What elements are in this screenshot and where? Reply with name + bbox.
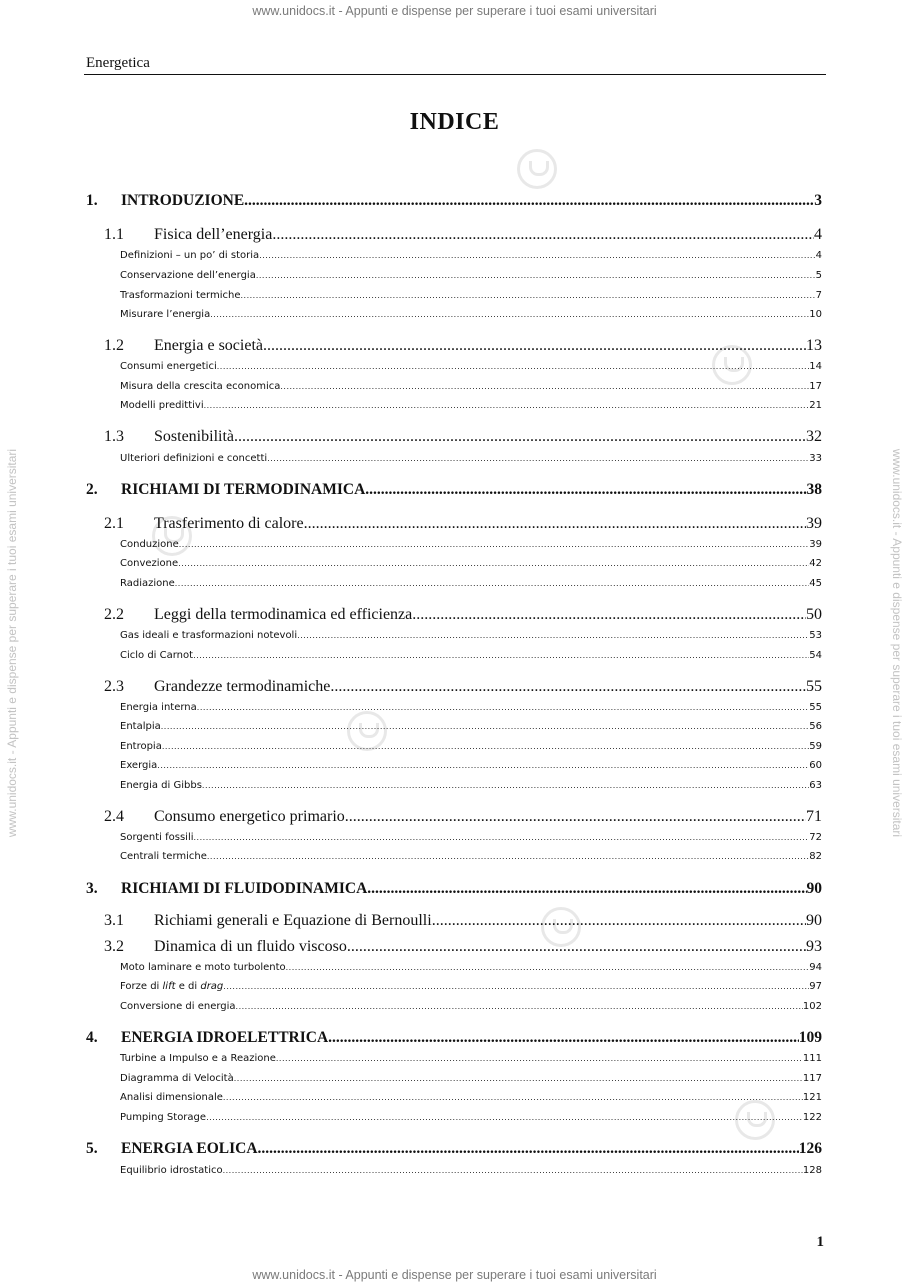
toc-section[interactable] bbox=[0, 808, 909, 828]
toc-label: INTRODUZIONE bbox=[121, 192, 245, 209]
toc-leader-dots bbox=[347, 938, 806, 956]
page-number: 1 bbox=[816, 1234, 824, 1250]
toc-label: Dinamica di un fluido viscoso bbox=[154, 938, 347, 955]
header-title: Energetica bbox=[86, 55, 150, 71]
toc-subsection[interactable] bbox=[0, 270, 909, 284]
toc-subsection[interactable] bbox=[0, 250, 909, 264]
toc-label: Trasferimento di calore bbox=[154, 515, 304, 532]
toc-leader-dots bbox=[241, 291, 816, 300]
toc-page-number: 72 bbox=[809, 832, 822, 843]
toc-leader-dots bbox=[162, 742, 809, 751]
unidocs-logo-icon bbox=[517, 149, 557, 189]
toc-subsection[interactable] bbox=[0, 1092, 909, 1106]
toc-number: 1.1 bbox=[104, 226, 124, 243]
toc-leader-dots bbox=[367, 880, 806, 898]
toc-section[interactable] bbox=[0, 938, 909, 958]
toc-chapter[interactable] bbox=[0, 192, 909, 212]
toc-label: Exergia bbox=[120, 760, 158, 771]
toc-page-number: 126 bbox=[798, 1140, 822, 1157]
toc-label: Richiami generali e Equazione di Bernoulli bbox=[154, 912, 432, 929]
toc-leader-dots bbox=[286, 963, 810, 972]
toc-leader-dots bbox=[175, 579, 810, 588]
toc-leader-dots bbox=[161, 722, 810, 731]
toc-page-number: 33 bbox=[809, 453, 822, 464]
watermark-top: www.unidocs.it - Appunti e dispense per superare i tuoi esami universitari bbox=[252, 4, 657, 18]
toc-leader-dots bbox=[280, 382, 809, 391]
toc-subsection[interactable] bbox=[0, 309, 909, 323]
toc-subsection[interactable] bbox=[0, 962, 909, 976]
toc-number: 3.1 bbox=[104, 912, 124, 929]
toc-label: Consumi energetici bbox=[120, 361, 217, 372]
toc-number: 2.4 bbox=[104, 808, 124, 825]
toc-page-number: 45 bbox=[809, 578, 822, 589]
toc-page-number: 121 bbox=[802, 1092, 822, 1103]
toc-page-number: 21 bbox=[809, 400, 822, 411]
toc-page-number: 93 bbox=[806, 938, 822, 955]
toc-subsection[interactable] bbox=[0, 760, 909, 774]
toc-leader-dots bbox=[236, 1002, 803, 1011]
toc-subsection[interactable] bbox=[0, 702, 909, 716]
toc-subsection[interactable] bbox=[0, 290, 909, 304]
toc-label: Grandezze termodinamiche bbox=[154, 678, 331, 695]
toc-page-number: 71 bbox=[806, 808, 822, 825]
toc-number: 2.2 bbox=[104, 606, 124, 623]
toc-page-number: 17 bbox=[809, 381, 822, 392]
toc-subsection[interactable] bbox=[0, 1053, 909, 1067]
toc-page-number: 90 bbox=[806, 912, 822, 929]
toc-leader-dots bbox=[297, 631, 809, 640]
toc-chapter[interactable] bbox=[0, 1029, 909, 1049]
toc-subsection[interactable] bbox=[0, 721, 909, 735]
toc-page-number: 55 bbox=[806, 678, 822, 695]
toc-subsection[interactable] bbox=[0, 453, 909, 467]
toc-page-number: 109 bbox=[798, 1029, 822, 1046]
toc-page-number: 122 bbox=[802, 1112, 822, 1123]
toc-number: 4. bbox=[86, 1029, 98, 1046]
toc-page-number: 38 bbox=[806, 481, 822, 498]
toc-section[interactable] bbox=[0, 515, 909, 535]
toc-subsection[interactable] bbox=[0, 1165, 909, 1179]
toc-leader-dots bbox=[202, 781, 809, 790]
toc-leader-dots bbox=[272, 226, 814, 244]
toc-subsection[interactable] bbox=[0, 1001, 909, 1015]
toc-label: Energia interna bbox=[120, 702, 197, 713]
toc-label: Entropia bbox=[120, 741, 162, 752]
toc-chapter[interactable] bbox=[0, 880, 909, 900]
toc-leader-dots bbox=[234, 428, 806, 446]
toc-label: Ulteriori definizioni e concetti bbox=[120, 453, 268, 464]
toc-page-number: 39 bbox=[809, 539, 822, 550]
toc-leader-dots bbox=[223, 1093, 803, 1102]
toc-label: ENERGIA EOLICA bbox=[121, 1140, 258, 1157]
toc-label: Sostenibilità bbox=[154, 428, 234, 445]
toc-leader-dots bbox=[330, 678, 806, 696]
toc-page-number: 90 bbox=[806, 880, 822, 897]
toc-leader-dots bbox=[259, 251, 815, 260]
toc-leader-dots bbox=[258, 1140, 799, 1158]
toc-page-number: 39 bbox=[806, 515, 822, 532]
toc-label: Energia di Gibbs bbox=[120, 780, 202, 791]
toc-label: RICHIAMI DI FLUIDODINAMICA bbox=[121, 880, 368, 897]
toc-leader-dots bbox=[234, 1074, 803, 1083]
toc-label: Moto laminare e moto turbolento bbox=[120, 962, 286, 973]
toc-label: Conduzione bbox=[120, 539, 179, 550]
toc-label: Modelli predittivi bbox=[120, 400, 204, 411]
document-title: INDICE bbox=[409, 109, 500, 135]
toc-page-number: 3 bbox=[814, 192, 822, 209]
toc-subsection[interactable] bbox=[0, 650, 909, 664]
toc-leader-dots bbox=[345, 808, 806, 826]
toc-subsection[interactable] bbox=[0, 741, 909, 755]
toc-label: RICHIAMI DI TERMODINAMICA bbox=[121, 481, 366, 498]
toc-label: Entalpia bbox=[120, 721, 161, 732]
toc-subsection[interactable] bbox=[0, 400, 909, 414]
toc-page-number: 56 bbox=[809, 721, 822, 732]
toc-label: Energia e società bbox=[154, 337, 263, 354]
toc-leader-dots bbox=[178, 559, 809, 568]
watermark-right: www.unidocs.it - Appunti e dispense per superare i tuoi esami universitari bbox=[890, 448, 904, 838]
toc-number: 3.2 bbox=[104, 938, 124, 955]
toc-leader-dots bbox=[328, 1029, 799, 1047]
toc-page-number: 5 bbox=[815, 270, 822, 281]
toc-subsection[interactable] bbox=[0, 630, 909, 644]
toc-section[interactable] bbox=[0, 678, 909, 698]
toc-leader-dots bbox=[432, 912, 806, 930]
toc-section[interactable] bbox=[0, 226, 909, 246]
toc-label: Conservazione dell’energia bbox=[120, 270, 256, 281]
toc-page-number: 14 bbox=[809, 361, 822, 372]
toc-leader-dots bbox=[263, 337, 806, 355]
toc-label: Misurare l’energia bbox=[120, 309, 211, 320]
toc-leader-dots bbox=[256, 271, 816, 280]
toc-label: Conversione di energia bbox=[120, 1001, 236, 1012]
toc-page-number: 60 bbox=[809, 760, 822, 771]
toc-page-number: 94 bbox=[809, 962, 822, 973]
toc-label: Radiazione bbox=[120, 578, 175, 589]
toc-page-number: 7 bbox=[815, 290, 822, 301]
toc-label: Gas ideali e trasformazioni notevoli bbox=[120, 630, 298, 641]
toc-subsection[interactable] bbox=[0, 851, 909, 865]
toc-number: 2. bbox=[86, 481, 98, 498]
toc-label: Consumo energetico primario bbox=[154, 808, 345, 825]
toc-page-number: 97 bbox=[809, 981, 822, 992]
toc-page-number: 82 bbox=[809, 851, 822, 862]
toc-label: Convezione bbox=[120, 558, 179, 569]
toc-label: Diagramma di Velocità bbox=[120, 1073, 234, 1084]
toc-label: Definizioni – un po’ di storia bbox=[120, 250, 260, 261]
toc-section[interactable] bbox=[0, 428, 909, 448]
toc-leader-dots bbox=[365, 481, 806, 499]
toc-leader-dots bbox=[210, 310, 809, 319]
toc-page-number: 42 bbox=[809, 558, 822, 569]
toc-page-number: 55 bbox=[809, 702, 822, 713]
toc-label: Ciclo di Carnot bbox=[120, 650, 194, 661]
toc-leader-dots bbox=[217, 362, 810, 371]
toc-leader-dots bbox=[276, 1054, 803, 1063]
toc-label: Trasformazioni termiche bbox=[120, 290, 241, 301]
toc-number: 3. bbox=[86, 880, 98, 897]
toc-page-number: 59 bbox=[809, 741, 822, 752]
toc-leader-dots bbox=[223, 982, 809, 991]
toc-leader-dots bbox=[206, 1113, 803, 1122]
toc-leader-dots bbox=[412, 606, 806, 624]
toc-section[interactable] bbox=[0, 337, 909, 357]
toc-label: Pumping Storage bbox=[120, 1112, 207, 1123]
toc-leader-dots bbox=[244, 192, 814, 210]
toc-page-number: 32 bbox=[806, 428, 822, 445]
toc-leader-dots bbox=[179, 540, 810, 549]
toc-label: Forze di lift e di drag bbox=[120, 981, 224, 992]
toc-label: ENERGIA IDROELETTRICA bbox=[121, 1029, 329, 1046]
toc-leader-dots bbox=[267, 454, 809, 463]
toc-leader-dots bbox=[204, 401, 810, 410]
toc-subsection[interactable] bbox=[0, 578, 909, 592]
toc-number: 1.3 bbox=[104, 428, 124, 445]
toc-page-number: 10 bbox=[809, 309, 822, 320]
toc-leader-dots bbox=[207, 852, 809, 861]
toc-subsection[interactable] bbox=[0, 539, 909, 553]
toc-subsection[interactable] bbox=[0, 1073, 909, 1087]
toc-label: Misura della crescita economica bbox=[120, 381, 281, 392]
toc-label: Analisi dimensionale bbox=[120, 1092, 223, 1103]
watermark-left: www.unidocs.it - Appunti e dispense per superare i tuoi esami universitari bbox=[5, 448, 19, 838]
toc-subsection[interactable] bbox=[0, 558, 909, 572]
toc-subsection[interactable] bbox=[0, 981, 909, 995]
toc-section[interactable] bbox=[0, 606, 909, 626]
toc-page-number: 4 bbox=[815, 250, 822, 261]
toc-leader-dots bbox=[304, 515, 806, 533]
toc-subsection[interactable] bbox=[0, 381, 909, 395]
toc-page-number: 102 bbox=[802, 1001, 822, 1012]
toc-section[interactable] bbox=[0, 912, 909, 932]
toc-page-number: 50 bbox=[806, 606, 822, 623]
toc-label: Leggi della termodinamica ed efficienza bbox=[154, 606, 413, 623]
toc-label: Centrali termiche bbox=[120, 851, 207, 862]
toc-label: Fisica dell’energia bbox=[154, 226, 273, 243]
toc-page-number: 53 bbox=[809, 630, 822, 641]
toc-number: 2.3 bbox=[104, 678, 124, 695]
toc-label: Turbine a Impulso e a Reazione bbox=[120, 1053, 276, 1064]
toc-leader-dots bbox=[157, 761, 809, 770]
toc-page-number: 128 bbox=[802, 1165, 822, 1176]
toc-page-number: 117 bbox=[802, 1073, 822, 1084]
toc-leader-dots bbox=[197, 703, 809, 712]
toc-number: 2.1 bbox=[104, 515, 124, 532]
toc-page-number: 13 bbox=[806, 337, 822, 354]
toc-leader-dots bbox=[223, 1166, 803, 1175]
toc-subsection[interactable] bbox=[0, 780, 909, 794]
toc-leader-dots bbox=[193, 651, 809, 660]
toc-label: Sorgenti fossili bbox=[120, 832, 194, 843]
toc-page-number: 4 bbox=[814, 226, 822, 243]
toc-number: 1. bbox=[86, 192, 98, 209]
toc-number: 5. bbox=[86, 1140, 98, 1157]
watermark-bottom: www.unidocs.it - Appunti e dispense per superare i tuoi esami universitari bbox=[252, 1268, 657, 1282]
toc-page-number: 54 bbox=[809, 650, 822, 661]
toc-label: Equilibrio idrostatico bbox=[120, 1165, 223, 1176]
toc-page-number: 111 bbox=[802, 1053, 822, 1064]
toc-chapter[interactable] bbox=[0, 481, 909, 501]
toc-leader-dots bbox=[194, 833, 810, 842]
toc-page-number: 63 bbox=[809, 780, 822, 791]
toc-subsection[interactable] bbox=[0, 361, 909, 375]
toc-subsection[interactable] bbox=[0, 832, 909, 846]
header-rule bbox=[84, 74, 826, 75]
toc-subsection[interactable] bbox=[0, 1112, 909, 1126]
toc-chapter[interactable] bbox=[0, 1140, 909, 1160]
toc-number: 1.2 bbox=[104, 337, 124, 354]
